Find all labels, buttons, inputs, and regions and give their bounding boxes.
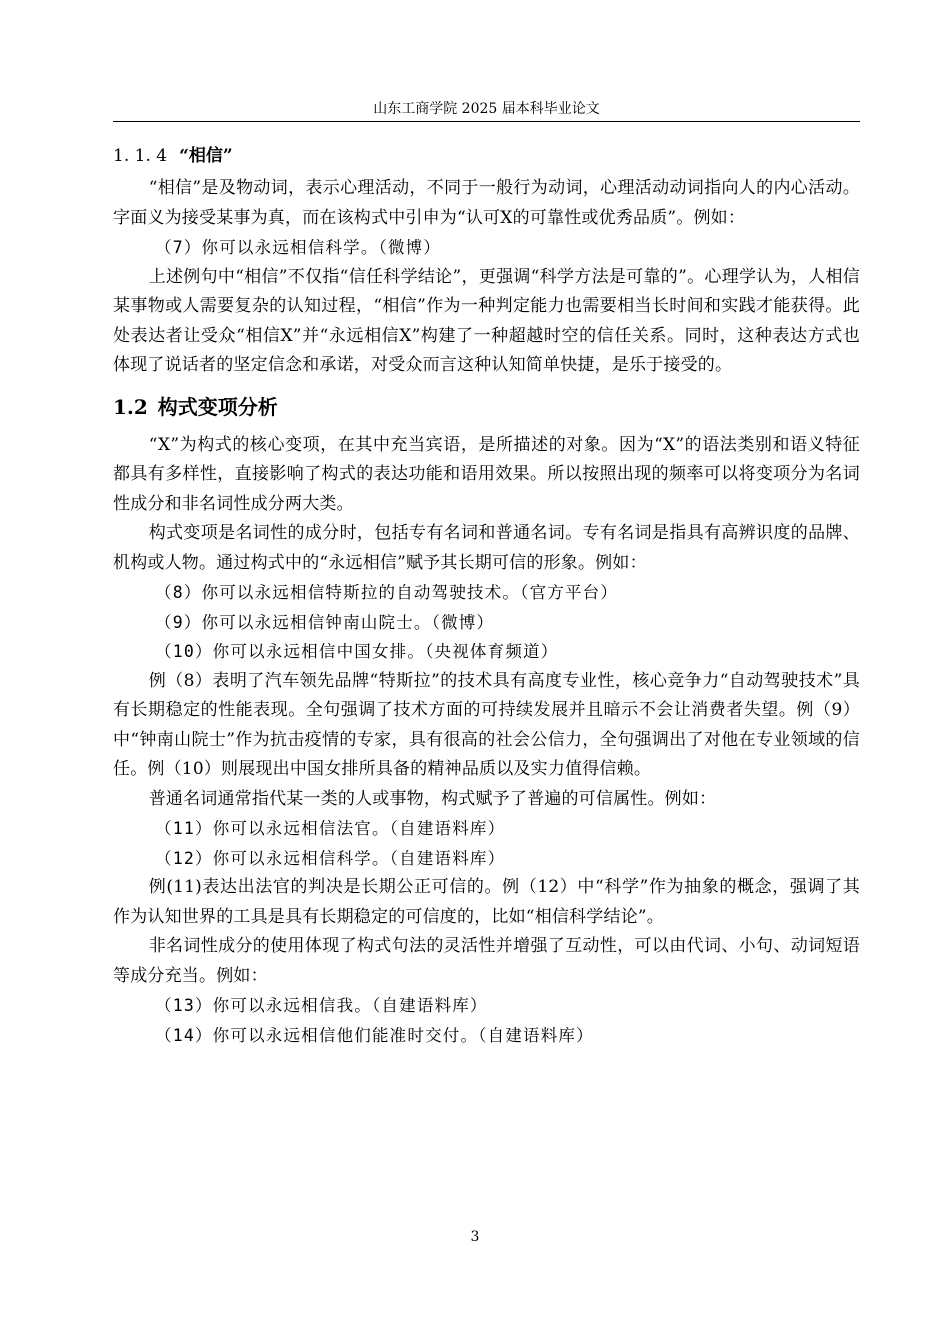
example-sentence: （13）你可以永远相信我。（自建语料库） [155,996,488,1015]
example-sentence: （7）你可以永远相信科学。（微博） [155,238,442,257]
paragraph: 构式变项是名词性的成分时，包括专有名词和普通名词。专有名词是指具有高辨识度的品牌、机构或人物。通过构式中的“永远相信”赋予其长期可信的形象。例如： [113,523,860,573]
section-heading-1-1-4 [113,138,860,174]
example-sentence: （14）你可以永远相信他们能准时交付。（自建语料库） [155,1025,594,1045]
example-sentence: （11）你可以永远相信法官。（自建语料库） [155,819,506,838]
page-number: 3 [470,1229,480,1245]
paragraph: 例（8）表明了汽车领先品牌“特斯拉”的技术具有高度专业性，核心竞争力“自动驾驶技术”具有长期稳定的性能表现。全句强调了技术方面的可持续发展并且暗示不会让消费者失望。例（9）中“钟南山院士”作为抗击疫情的专家，具有很高的社会公信力，全句强调出了对他在专业领域的信任。例（10）则展现出中国女排所具备的精神品质以及实力值得信赖。 [113,670,860,779]
paragraph: 非名词性成分的使用体现了构式句法的灵活性并增强了互动性，可以由代词、小句、动词短语等成分充当。例如： [113,936,860,986]
section-title: “相信” [179,146,233,166]
section-number: 1. 1. 4 [113,146,168,166]
paragraph: 普通名词通常指代某一类的人或事物，构式赋予了普遍的可信属性。例如： [148,788,717,809]
example-sentence: （12）你可以永远相信科学。（自建语料库） [155,848,506,868]
example-sentence: （8）你可以永远相信特斯拉的自动驾驶技术。（官方平台） [155,583,619,602]
paragraph: 例(11)表达出法官的判决是长期公正可信的。例（12）中“科学”作为抽象的概念，强调了其作为认知世界的工具是具有长期稳定的可信度的，比如“相信科学结论”。 [113,877,860,927]
paragraph: “相信”是及物动词，表示心理活动，不同于一般行为动词，心理活动动词指向人的内心活动。字面义为接受某事为真，而在该构式中引申为“认可X的可靠性或优秀品质”。例如： [113,178,860,228]
section-number: 1.2 [113,394,148,419]
example-sentence: （10）你可以永远相信中国女排。（央视体育频道） [155,642,559,661]
paragraph: 上述例句中“相信”不仅指“信任科学结论”，更强调“科学方法是可靠的”。心理学认为，人相信某事物或人需要复杂的认知过程，“相信”作为一种判定能力也需要相当长时间和实践才能获得。此处表达者让受众“相信X”并“永远相信X”构建了一种超越时空的信任关系。同时，这种表达方式也体现了说话者的坚定信念和承诺，对受众而言这种认知简单快捷，是乐于接受的。 [113,266,860,375]
document-body [113,138,860,1050]
section-title: 构式变项分析 [157,394,278,419]
section-heading-1-2 [113,391,860,423]
example-sentence: （9）你可以永远相信钟南山院士。（微博） [155,612,495,632]
header-divider [113,121,860,122]
page-header-title: 山东工商学院 2025 届本科毕业论文 [373,101,600,117]
paragraph: “X”为构式的核心变项，在其中充当宾语，是所描述的对象。因为“X”的语法类别和语义特征都具有多样性，直接影响了构式的表达功能和语用效果。所以按照出现的频率可以将变项分为名词性成分和非名词性成分两大类。 [113,434,860,514]
